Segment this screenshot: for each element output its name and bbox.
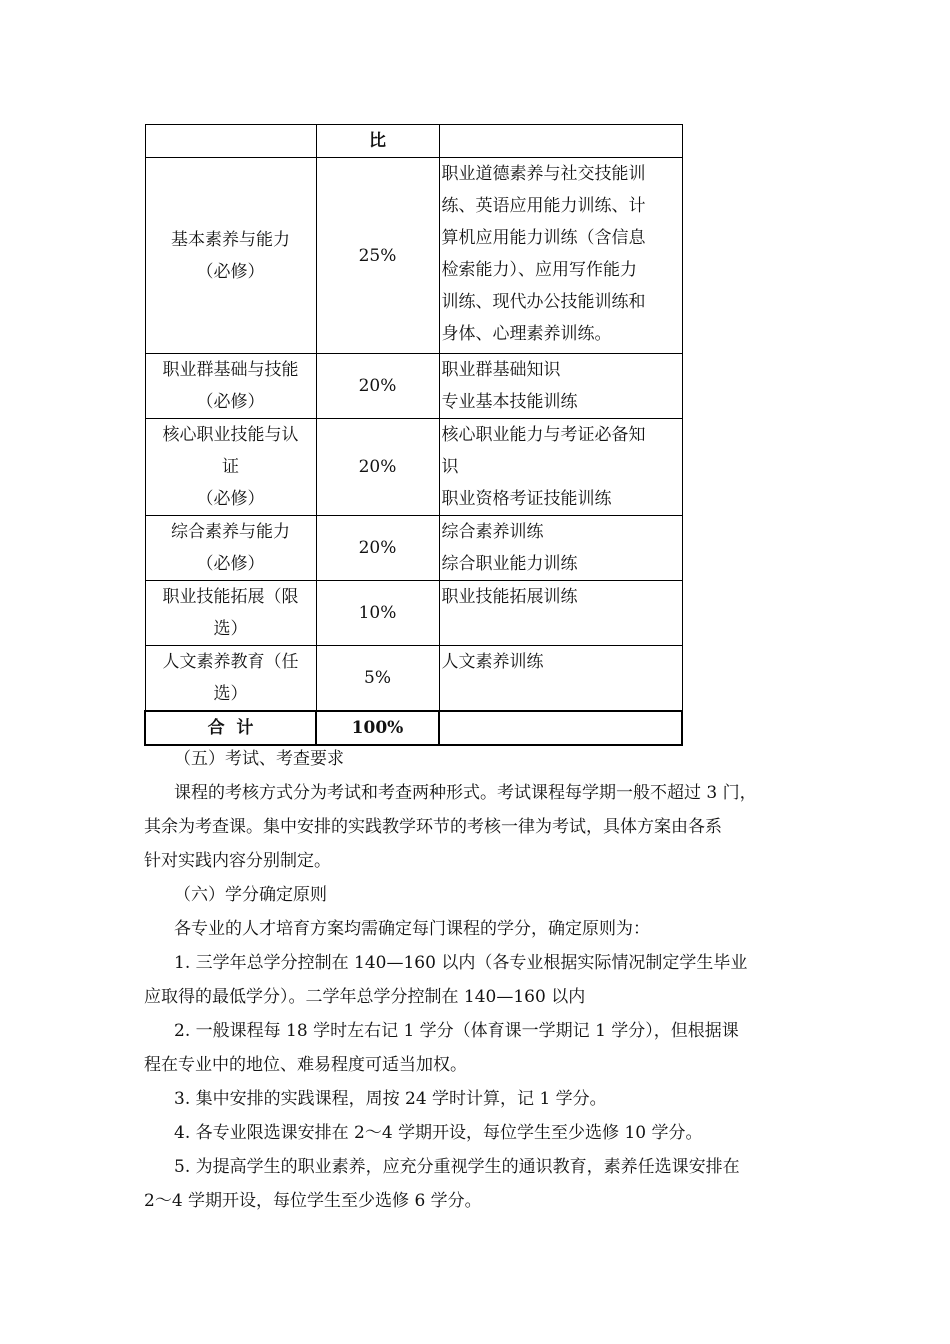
module-type-line: （必修） [196,554,265,574]
content-cell [439,581,682,646]
percent-cell: 25% [316,158,439,354]
list-item-line: 应取得的最低学分）。二学年总学分控制在 140—160 以内 [144,987,586,1007]
table-row [145,158,682,354]
content-line: 职业道德素养与社交技能训 [441,164,646,184]
list-item-line: 2. 一般课程每 18 学时左右记 1 学分（体育课一学期记 1 学分），但根据课 [174,1021,739,1041]
list-item-line: 4. 各专业限选课安排在 2～4 学期开设，每位学生至少选修 10 学分。 [174,1123,703,1143]
content-line: 职业资格考证技能训练 [441,489,612,509]
module-name-cell [145,158,316,354]
header-cell-module [145,125,316,158]
module-type-line: （必修） [196,261,265,282]
content-line: 专业基本技能训练 [441,392,578,412]
content-line: 综合职业能力训练 [441,554,578,574]
module-name-cell [145,581,316,646]
module-name-line: 证 [222,457,239,477]
content-line: 身体、心理素养训练。 [441,324,612,344]
list-item-line: 3. 集中安排的实践课程，周按 24 学时计算，记 1 学分。 [174,1089,607,1109]
content-cell [439,419,682,516]
module-name-cell [145,419,316,516]
content-cell [439,158,682,354]
list-item-line: 2～4 学期开设，每位学生至少选修 6 学分。 [144,1191,482,1211]
header-cell-content [439,125,682,158]
content-line: 人文素养训练 [441,652,544,672]
table-header-row [145,125,682,158]
content-cell [439,354,682,419]
content-cell [439,516,682,581]
list-item-line: 程在专业中的地位、难易程度可适当加权。 [144,1055,467,1075]
percent-cell: 20% [316,419,439,516]
header-cell-ratio: 比 [316,125,439,158]
section-heading-credit: （六）学分确定原则 [174,885,327,905]
percent-cell: 5% [316,646,439,712]
content-cell [439,646,682,712]
module-type-line: （必修） [196,392,265,412]
table-row [145,419,682,516]
table-row [145,516,682,581]
content-line: 综合素养训练 [441,522,544,542]
percent-cell: 10% [316,581,439,646]
module-name-line: 选） [213,619,248,639]
content-line: 训练、现代办公技能训练和 [441,292,646,312]
total-label-cell [145,711,316,745]
module-name-line: 核心职业技能与认 [162,425,299,445]
content-line: 算机应用能力训练（含信息 [441,228,646,248]
content-line: 职业群基础知识 [441,360,561,380]
total-percent-cell: 100% [316,711,439,745]
total-row [145,711,682,745]
module-name-cell [145,354,316,419]
paragraph-line: 针对实践内容分别制定。 [144,851,331,871]
content-line: 职业技能拓展训练 [441,587,578,607]
content-line: 识 [441,457,459,477]
paragraph-line: 课程的考核方式分为考试和考查两种形式。考试课程每学期一般不超过 3 门， [174,783,757,803]
content-line: 核心职业能力与考证必备知 [441,425,646,445]
list-item-line: 1. 三学年总学分控制在 140—160 以内（各专业根据实际情况制定学生毕业 [174,953,748,973]
module-name-line: 职业技能拓展（限 [162,587,299,607]
total-content-cell [439,711,682,745]
percent-cell: 20% [316,516,439,581]
percent-cell: 20% [316,354,439,419]
paragraph-line: 其余为考查课。集中安排的实践教学环节的考核一律为考试，具体方案由各系 [144,817,722,837]
list-item-line: 5. 为提高学生的职业素养，应充分重视学生的通识教育，素养任选课安排在 [174,1157,740,1177]
paragraph-line: 各专业的人才培育方案均需确定每门课程的学分，确定原则为： [174,919,650,939]
module-type-line: （必修） [196,489,265,509]
content-line: 练、英语应用能力训练、计 [441,196,646,216]
module-name-cell [145,646,316,712]
credit-distribution-table [144,124,683,746]
module-name-line: 综合素养与能力 [171,522,290,542]
module-name-line: 职业群基础与技能 [162,360,299,380]
module-name-line: 基本素养与能力 [171,229,290,250]
table-row [145,581,682,646]
module-name-cell [145,516,316,581]
document-body [144,742,824,1218]
table-row [145,646,682,712]
section-heading-exam: （五）考试、考查要求 [174,749,344,769]
module-name-line: 人文素养教育（任 [162,652,299,672]
module-name-line: 选） [213,684,248,704]
total-label: 合 计 [207,718,254,738]
content-line: 检索能力）、应用写作能力 [441,260,637,280]
table-row [145,354,682,419]
